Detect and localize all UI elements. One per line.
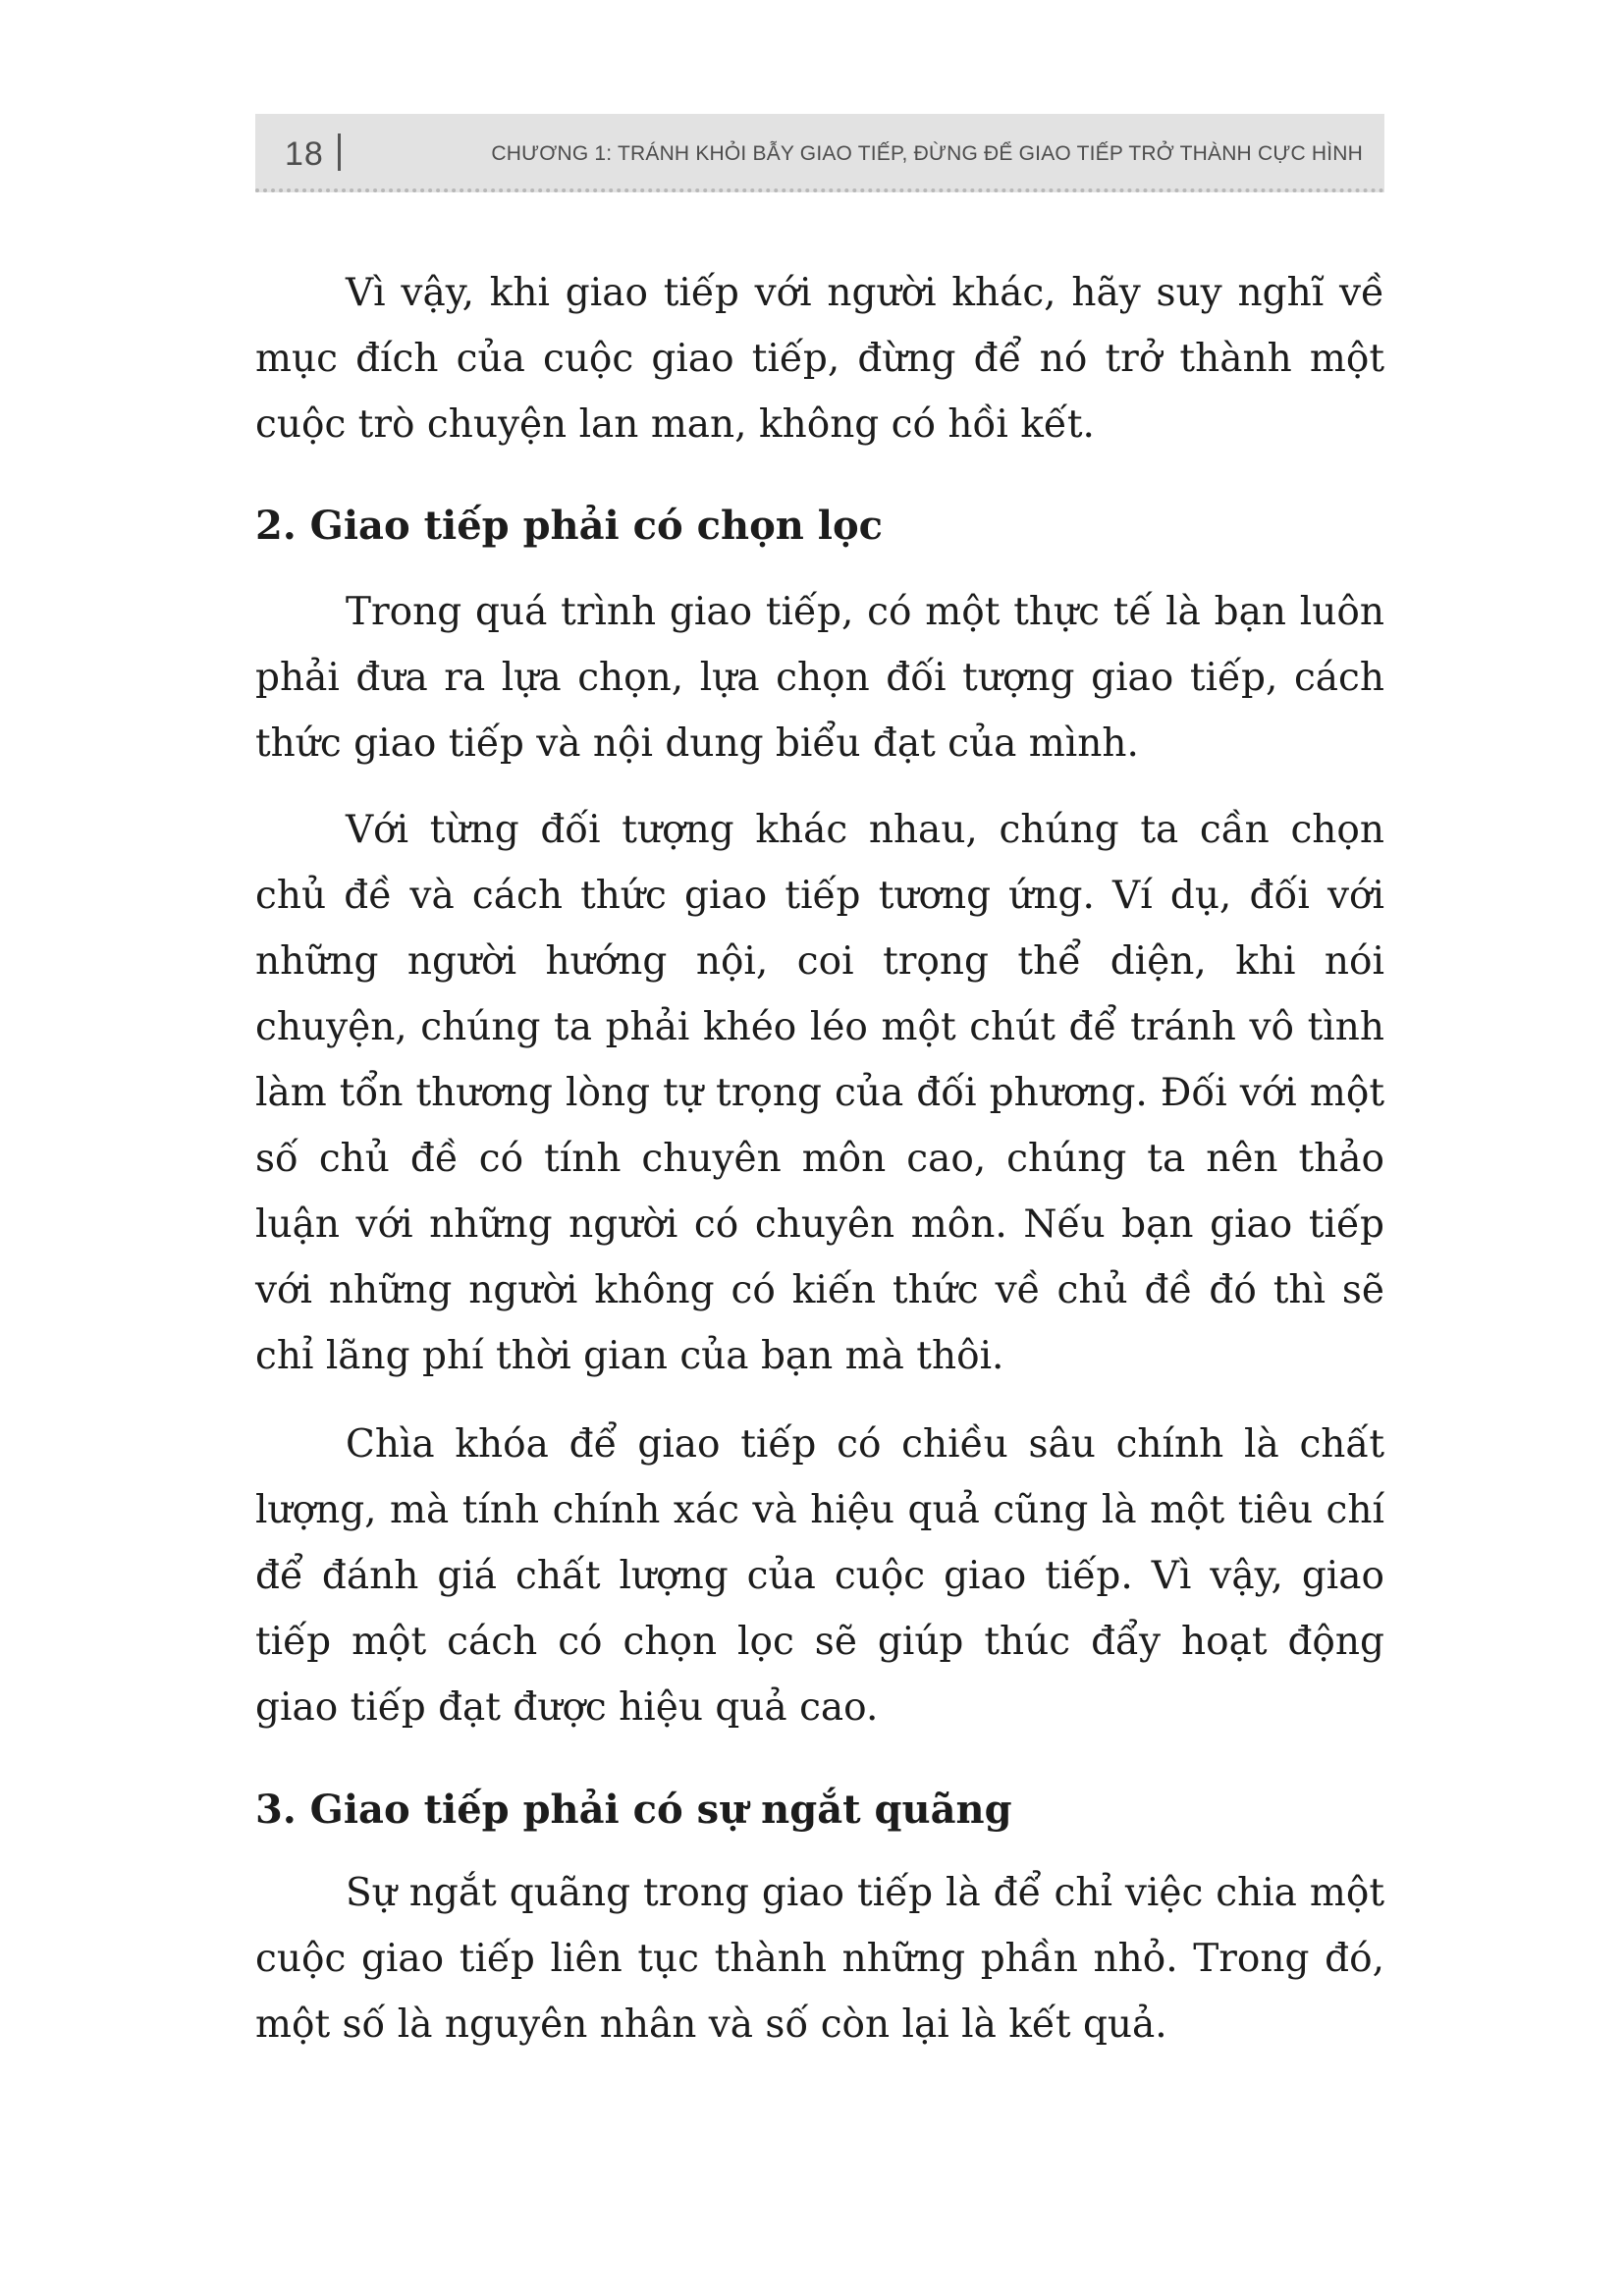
chapter-title: CHƯƠNG 1: TRÁNH KHỎI BẪY GIAO TIẾP, ĐỪNG ĐỂ GIAO TIẾP TRỞ THÀNH CỰC HÌNH <box>491 142 1363 165</box>
paragraph-3: Với từng đối tượng khác nhau, chúng ta cần chọn chủ đề và cách thức giao tiếp tương ứng. Ví dụ, đối với những người hướng nội, coi trọng thể diện, khi nói chuyện, chúng ta phải khéo léo một chút để tránh vô tình làm tổn thương lòng tự trọng của đối phương. Đối với một số chủ đề có tính chuyên môn cao, chúng ta nên thảo luận với những người có chuyên môn. Nếu bạn giao tiếp với những người không có kiến thức về chủ đề đó thì sẽ chỉ lãng phí thời gian của bạn mà thôi. <box>255 808 1384 1378</box>
paragraph-4: Chìa khóa để giao tiếp có chiều sâu chính là chất lượng, mà tính chính xác và hiệu quả cũng là một tiêu chí để đánh giá chất lượng của cuộc giao tiếp. Vì vậy, giao tiếp một cách có chọn lọc sẽ giúp thúc đẩy hoạt động giao tiếp đạt được hiệu quả cao. <box>255 1422 1384 1730</box>
header-divider <box>338 133 341 171</box>
running-header <box>255 114 1384 192</box>
paragraph-1: Vì vậy, khi giao tiếp với người khác, hãy suy nghĩ về mục đích của cuộc giao tiếp, đừng để nó trở thành một cuộc trò chuyện lan man, không có hồi kết. <box>255 271 1384 447</box>
section-heading-2: 2. Giao tiếp phải có chọn lọc <box>255 503 883 549</box>
section-heading-3: 3. Giao tiếp phải có sự ngắt quãng <box>255 1787 1012 1833</box>
paragraph-5: Sự ngắt quãng trong giao tiếp là để chỉ việc chia một cuộc giao tiếp liên tục thành những phần nhỏ. Trong đó, một số là nguyên nhân và số còn lại là kết quả. <box>255 1871 1384 2047</box>
page-number: 18 <box>285 135 324 173</box>
paragraph-2: Trong quá trình giao tiếp, có một thực tế là bạn luôn phải đưa ra lựa chọn, lựa chọn đối tượng giao tiếp, cách thức giao tiếp và nội dung biểu đạt của mình. <box>255 590 1384 766</box>
